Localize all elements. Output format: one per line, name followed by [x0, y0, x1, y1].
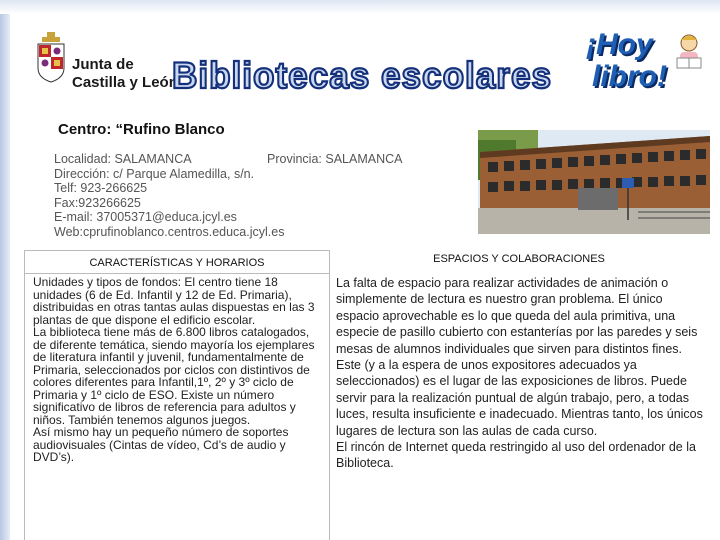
- espacios-heading: ESPACIOS Y COLABORACIONES: [433, 253, 605, 265]
- caracteristicas-section: [24, 250, 330, 540]
- web-text: Web:cprufinoblanco.centros.educa.jcyl.es: [54, 224, 285, 239]
- espacios-paragraph-1: La falta de espacio para realizar actividades de animación o simplemente de lectura es nuestro gran problema. El único espacio aprovechable es lo que queda del aula primitiva, una especie de pasillo cubierto con estanterías por las paredes y seis mesas de alumnos individuales que sirven para distintos fines. Este (y a la espera de unos expositores adecuados ya seleccionados) es el lugar de las exposiciones de libros. Puede servir para la realización puntual de algún trabajo, pero, a todas luces, resulta insuficiente e inadecuado. Mientras tanto, los únicos lugares de lectura son las aulas de cada curso.: [336, 276, 703, 438]
- telefono-text: Telf: 923-266625: [54, 181, 148, 195]
- espacios-section: [330, 250, 708, 540]
- fax-text: Fax:923266625: [54, 195, 141, 210]
- localidad-text: Localidad: SALAMANCA: [54, 152, 192, 166]
- hoy-libro-line1: ¡Hoy: [586, 28, 653, 61]
- reading-child-icon: [672, 32, 706, 78]
- left-decor-band: [0, 0, 10, 540]
- provincia-text: Provincia: SALAMANCA: [267, 152, 403, 166]
- hoy-libro-line2: libro!: [592, 60, 667, 93]
- coat-of-arms-icon: [36, 32, 66, 84]
- junta-logo: [36, 26, 178, 94]
- top-decor-band: [0, 0, 720, 14]
- centro-title: Centro: “Rufino Blanco: [58, 121, 225, 138]
- contact-info: [54, 152, 403, 239]
- school-building-photo: [478, 130, 710, 234]
- email-text: E-mail: 37005371@educa.jcyl.es: [54, 210, 237, 224]
- direccion-text: Dirección: c/ Parque Alamedilla, s/n.: [54, 166, 255, 181]
- logo-text-line2: Castilla y León: [72, 74, 178, 91]
- logo-text-line1: Junta de: [72, 56, 134, 73]
- caracteristicas-paragraph-2: La biblioteca tiene más de 6.800 libros catalogados, de diferente temática, siendo mayoría los ejemplares de literatura infantil y juvenil, fundamentalmente de Primaria, seleccionados por ciclos con distintivos de colores diferentes para Infantil,1º, 2º y 3º ciclo de Primaria y 1º ciclo de ESO. Existe un número significativo de libros de referencia para adultos y niños. También tenemos algunos juegos.: [33, 325, 315, 427]
- caracteristicas-heading: CARACTERÍSTICAS Y HORARIOS: [25, 251, 329, 274]
- caracteristicas-paragraph-1: Unidades y tipos de fondos: El centro tiene 18 unidades (6 de Ed. Infantil y 12 de Ed. Primaria), distribuidas en otras tantas aulas dispuestas en las 3 plantas de que dispone el edificio escolar.: [33, 275, 315, 327]
- caracteristicas-paragraph-3: Así mismo hay un pequeño número de soportes audiovisuales (Cintas de vídeo, Cd’s de audio y DVD’s).: [33, 425, 289, 464]
- page-title: [168, 50, 558, 102]
- espacios-paragraph-2: El rincón de Internet queda restringido al uso del ordenador de la Biblioteca.: [336, 440, 696, 471]
- hoy-libro-logo: [584, 28, 694, 98]
- page-title-text: Bibliotecas escolares: [172, 55, 552, 96]
